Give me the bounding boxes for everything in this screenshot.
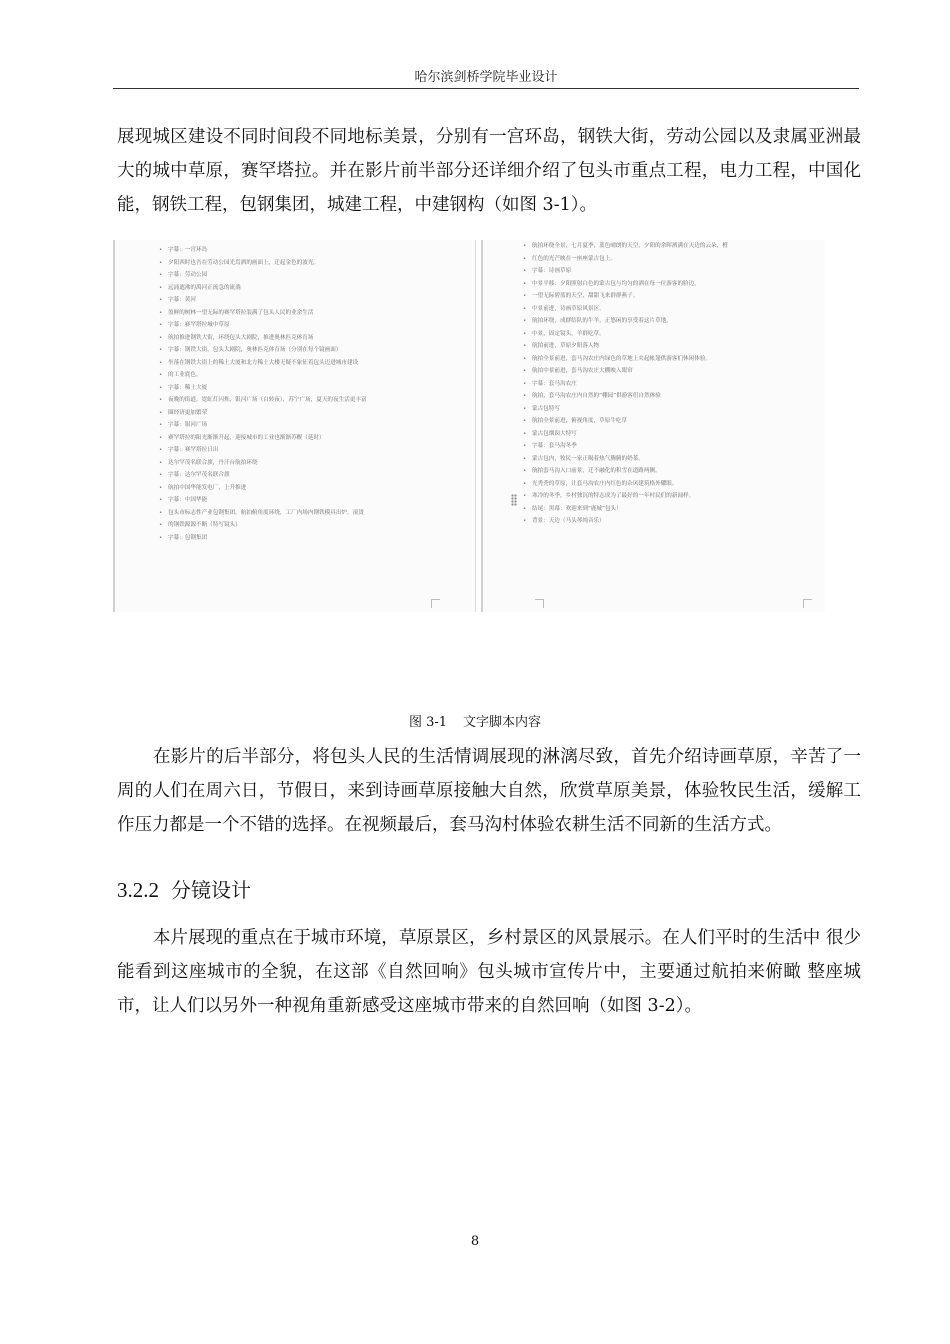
script-list-item: • 航拍中景前进，套马沟农庄大棚映入眼帘 xyxy=(523,365,815,378)
paragraph-second-half: 在影片的后半部分，将包头人民的生活情调展现的淋漓尽致，首先介绍诗画草原，辛苦了一周的人们在周六日，节假日，来到诗画草原接触大自然，欣赏草原美景，体验牧民生活，缓解工作压力都是一个不错的选择。在视频最后，套马沟村体验农耕生活不同新的生活方式。 xyxy=(117,747,861,835)
figure-caption xyxy=(0,711,950,730)
script-list-item: • 字幕：赛罕塔拉城中草原 xyxy=(159,319,465,332)
script-list-item: • 红色的光芒映在一座座蒙古包上。 xyxy=(523,253,815,266)
script-list-item: • 航拍前进，草原夕阳落人物 xyxy=(523,340,815,353)
script-list-item: • 盈鲜的树林一望无际的赛罕塔拉装满了包头人民的业余生活 xyxy=(159,307,465,320)
section-heading xyxy=(117,874,251,903)
script-list-item: • 航拍全景前进，套马沟农庄内绿色的草地上夹起帐篷供游客们休闲体验。 xyxy=(523,353,815,366)
script-list-item: • 字幕：诗画草原 xyxy=(523,265,815,278)
script-list-item: • 字幕：包钢集团 xyxy=(159,532,465,545)
script-list-item: • 蒙古包烟囱大特写 xyxy=(523,428,815,441)
script-list-item: • 夜晚的街道，霓虹灯闪烁，银河广场（白转夜），苏宁广场，夏天的夜生活更丰富 xyxy=(159,394,465,407)
page-corner-mark xyxy=(535,599,544,608)
script-list-item: • 寒冷的冬季，乡村独沉的特志成为了最好的一年村民们的新闻样。 xyxy=(523,490,815,503)
script-list-item: • 包头市标志性产业包钢集团，航拍俯角度环绕，工厂内场内钢铁模具出炉，滚烫 xyxy=(159,507,465,520)
script-list-item: • 字幕：一宫环岛 xyxy=(159,244,465,257)
script-list-item: • 中景，固定镜头，羊群吃草。 xyxy=(523,328,815,341)
header-rule xyxy=(113,88,859,89)
script-list-right xyxy=(523,240,815,528)
script-list-item: • 远涌遮沸的禹河正流急的流淌 xyxy=(159,282,465,295)
page-number: 8 xyxy=(470,1234,480,1249)
script-list-item: • 航拍推进钢铁大街，环绕包头大剧院，推进奥林匹克体育场 xyxy=(159,332,465,345)
script-list-item: • 字幕：达尔罕茂名联合旗 xyxy=(159,469,465,482)
script-list-item: • 字幕：套马沟冬季 xyxy=(523,440,815,453)
script-list-item: • 航拍环绕，成群结队的牛羊，正悠闲的享受着这片草地。 xyxy=(523,315,815,328)
script-list-item: • 背景：天边（马头琴纯音乐） xyxy=(523,515,815,528)
script-list-item: • 字幕：赛罕塔拉日出 xyxy=(159,444,465,457)
script-list-item: • 航拍环绕全景，七月夏季，蓝色晴朗的天空，夕阳的余晖洒满在天边的云朵，橙 xyxy=(523,240,815,253)
script-list-left xyxy=(159,244,465,544)
paragraph-intro: 展现城区建设不同时间段不同地标美景，分别有一宫环岛，钢铁大街，劳动公园以及隶属亚洲最大的城中草原，赛罕塔拉。并在影片前半部分还详细介绍了包头市重点工程，电力工程，中国化能，钢铁工程，包钢集团，城建工程，中建钢构（如图 3-1）。 xyxy=(117,127,861,215)
script-list-item: • 中景平移：夕阳照射白色的蒙古包与均匀的洒在每一位游客的脸边。 xyxy=(523,278,815,291)
script-list-item: • 达尔罕茂名联合旗，丹汗台航拍环绕 xyxy=(159,457,465,470)
section-title: 分镜设计 xyxy=(171,878,251,902)
script-list-item: • 字幕：钢铁大街，包头大剧院，奥林匹克体育场（分别在每个镜画面） xyxy=(159,344,465,357)
paragraph-storyboard: 本片展现的重点在于城市环境，草原景区，乡村景区的风景展示。在人们平时的生活中 很少能看到这座城市的全貌，在这部《自然回响》包头城市宣传片中，主要通过航拍来俯瞰 整座城市，让人们以另外一种视角重新感受这座城市带来的自然回响（如图 3-2）。 xyxy=(117,928,861,1016)
script-list-item: • 航拍全景前进，俯视角度，草原牛吃草 xyxy=(523,415,815,428)
figure-caption-text: 文字脚本内容 xyxy=(463,715,542,730)
script-list-item: • 的工业底色。 xyxy=(159,369,465,382)
page-corner-mark xyxy=(431,599,440,608)
script-list-item: • 航拍中国华能发电厂，上升推进 xyxy=(159,482,465,495)
script-list-item: • 蒙古包特写 xyxy=(523,403,815,416)
script-list-item: • 字幕：银河广场 xyxy=(159,419,465,432)
script-list-item: • 字幕：劳动公园 xyxy=(159,269,465,282)
script-list-item: • 坐落在钢铁大街上的稀土大厦和北方稀土大楼无疑不象征着包头迈进城市建设 xyxy=(159,357,465,370)
script-list-item: • 航拍，套马沟农庄内自然的“棚园”供游客们自然体验 xyxy=(523,390,815,403)
figure-number: 图 3-1 xyxy=(408,715,448,730)
drag-handle-icon xyxy=(511,494,517,506)
script-list-item: • 圈经济更加繁荣 xyxy=(159,407,465,420)
script-list-item: • 一望无际碧蓝的天空，甜甜飞来群群燕子。 xyxy=(523,290,815,303)
script-list-item: • 航拍套马沟入口前景，迁不融化的积雪在道路两侧。 xyxy=(523,465,815,478)
section-number: 3.2.2 xyxy=(117,878,159,902)
figure-script-screenshot xyxy=(113,240,823,612)
script-list-item: • 赛罕塔拉的阳光渐渐升起，迎接城市的工业也渐渐苏醒（延时） xyxy=(159,432,465,445)
script-list-item: • 的钢铁源源不断（特写镜头） xyxy=(159,519,465,532)
script-list-item: • 夕阳西时也吾在劳动公园光焉洒的画面上，迁起金色的波光。 xyxy=(159,257,465,270)
script-list-item: • 光秃秃的草原，让套马沟农庄内红色的杂风建筑格外耀眼。 xyxy=(523,478,815,491)
page-header: 哈尔滨剑桥学院毕业设计 xyxy=(414,70,558,85)
script-list-item: • 字幕：黄河 xyxy=(159,294,465,307)
script-list-item: • 结尾：黑幕：欢迎来到“鹿城”包头！ xyxy=(523,503,815,516)
figure-right-page xyxy=(481,240,825,612)
script-list-item: • 中景前进，诗画草原风景区。 xyxy=(523,303,815,316)
script-list-item: • 蒙古包内，牧民一家正喝着热气腾腾的奶茶。 xyxy=(523,453,815,466)
script-list-item: • 字幕：稀土大厦 xyxy=(159,382,465,395)
page-corner-mark xyxy=(803,599,812,608)
script-list-item: • 字幕：中国华能 xyxy=(159,494,465,507)
script-list-item: • 字幕：套马沟农庄 xyxy=(523,378,815,391)
figure-left-page xyxy=(113,240,476,612)
